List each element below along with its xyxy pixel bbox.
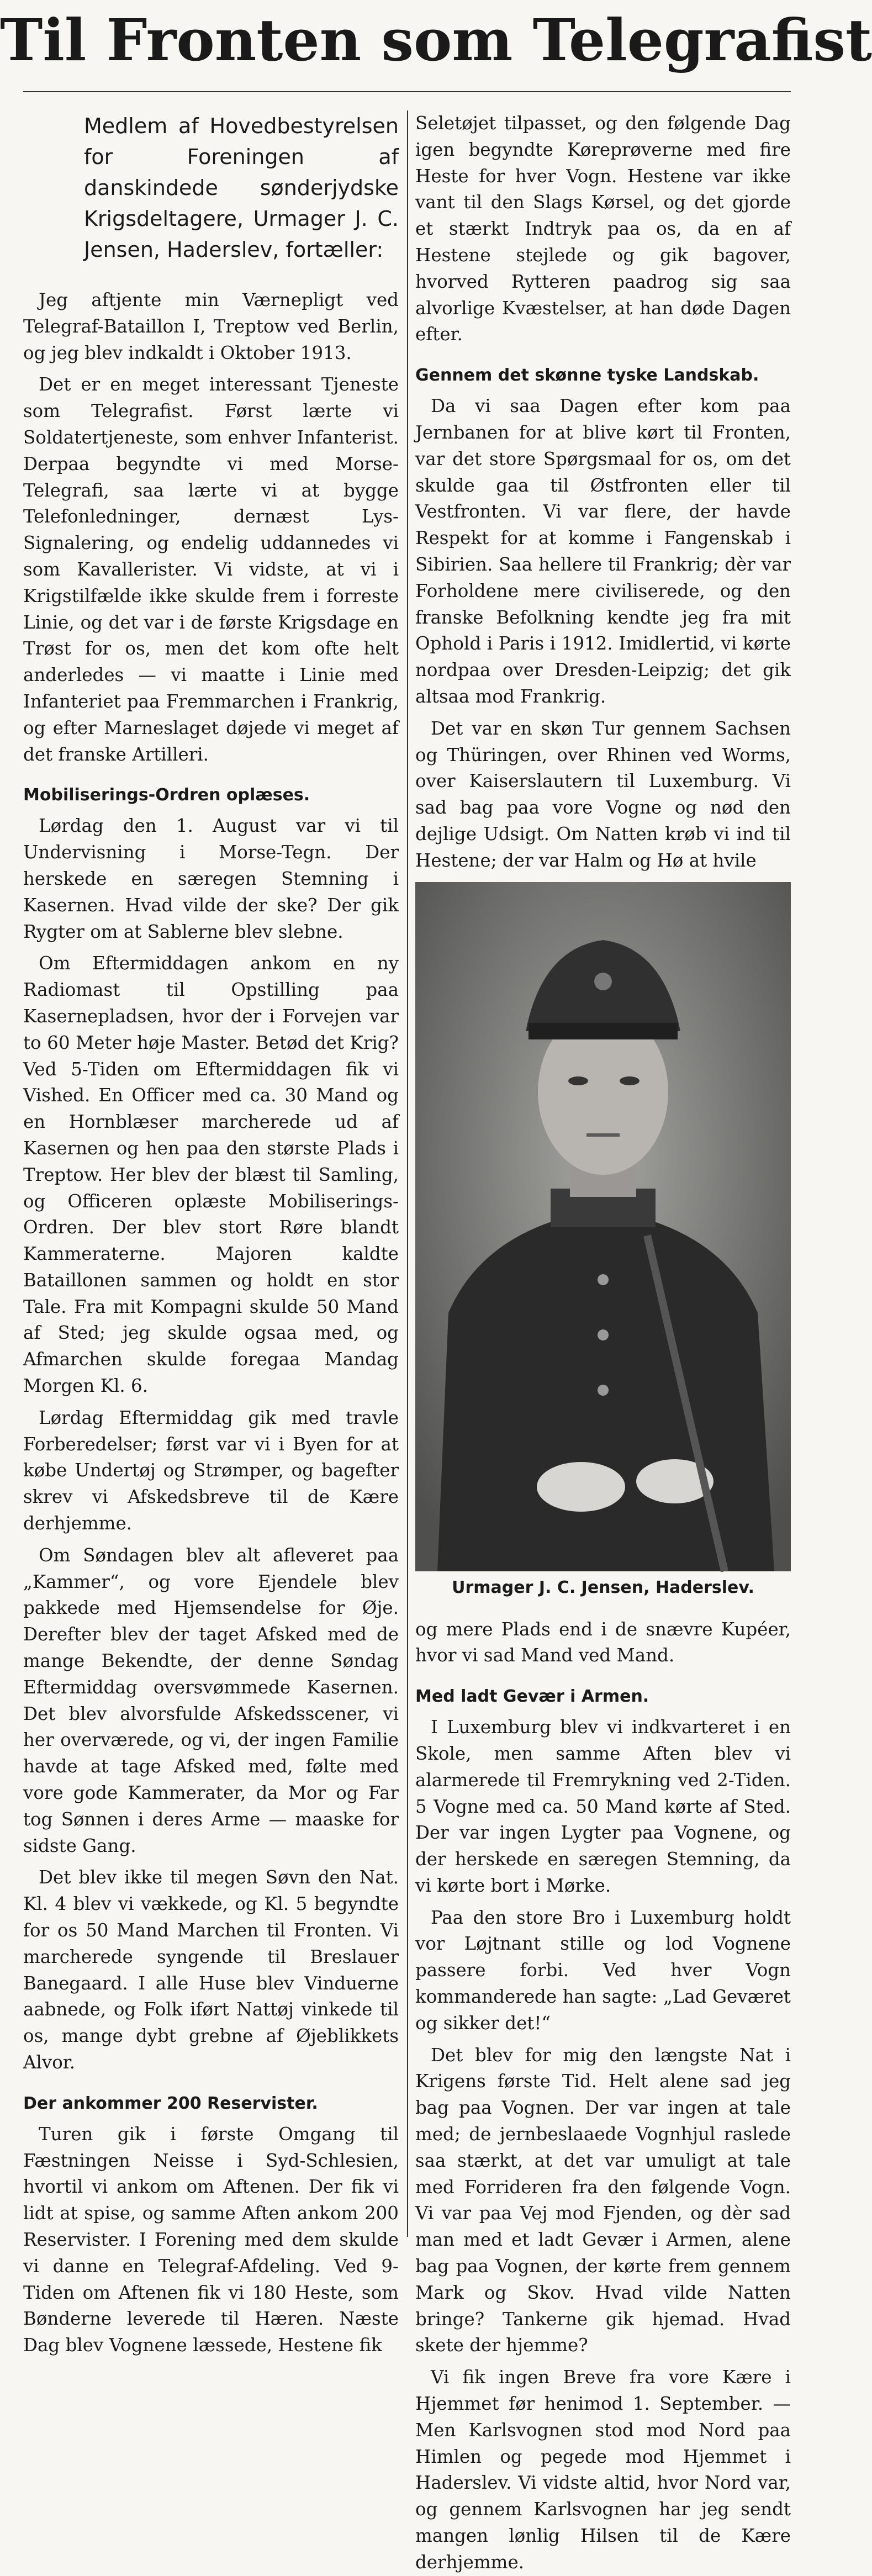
body-paragraph: Da vi saa Dagen efter kom paa Jernbanen for at blive kørt til Fronten, var det store Spørgsmaal for os, om det skulde gaa til Østfronten eller til Vestfronten. Vi var flere, der havde Respekt for at komme i Fangenskab i Sibirien. Saa hellere til Frankrig; dèr var Forholdene mere civiliserede, og den franske Befolkning kendte jeg fra mit Ophold i Paris i 1912. Imidlertid, vi kørte nordpaa over Dresden-Leipzig; det gik altsaa mod Frankrig. [415, 395, 791, 707]
headline-divider [23, 91, 791, 92]
section-subheading: Med ladt Gevær i Armen. [415, 1687, 649, 1707]
left-column [23, 110, 399, 2356]
body-paragraph: Det blev ikke til megen Søvn den Nat. Kl. 4 blev vi vækkede, og Kl. 5 begyndte for os 50 Mand Marchen til Fronten. Vi marcherede syngende til Breslauer Banegaard. I alle Huse blev Vinduerne aabnede, og Folk iført Nattøj vinkede til os, mange dybt grebne af Øjeblikkets Alvor. [23, 1867, 399, 2073]
body-paragraph: Seletøjet tilpasset, og den følgende Dag igen begyndte Køreprøverne med fire Heste for hver Vogn. Hestene var ikke vant til den Slags Kørsel, og det gjorde et stærkt Indtryk paa os, da en af Hestene stejlede og gik bagover, hvorved Rytteren paadrog sig saa alvorlige Kvæstelser, at han døde Dagen efter. [415, 113, 791, 345]
body-paragraph: Om Eftermiddagen ankom en ny Radiomast til Opstilling paa Kasernepladsen, hvor der i Forvejen var to 60 Meter høje Master. Betød det Krig? Ved 5-Tiden om Eftermiddagen fik vi Vished. En Officer med ca. 30 Mand og en Hornblæser marcherede ud af Kasernen og hen paa den største Plads i Treptow. Her blev der blæst til Samling, og Officeren oplæste Mobiliserings-Ordren. Der blev stort Røre blandt Kammeraterne. Majoren kaldte Bataillonen sammen og holdt en stor Tale. Fra mit Kompagni skulde 50 Mand af Sted; jeg skulde ogsaa med, og Afmarchen skulde foregaa Mandag Morgen Kl. 6. [23, 953, 399, 1397]
column-divider [407, 110, 408, 2237]
article-headline: Til Fronten som Telegrafist [0, 6, 872, 74]
right-column [415, 110, 791, 2573]
body-paragraph: Paa den store Bro i Luxemburg holdt vor Løjtnant stille og lod Vognene passere forbi. Ved hver Vogn kommanderede han sagte: „Lad Geværet og sikker det!“ [415, 1907, 791, 2034]
body-paragraph: Jeg aftjente min Værnepligt ved Telegraf-Bataillon I, Treptow ved Berlin, og jeg blev indkaldt i Oktober 1913. [23, 289, 399, 363]
body-paragraph: Turen gik i første Omgang til Fæstningen Neisse i Syd-Schlesien, hvortil vi ankom om Aftenen. Der fik vi lidt at spise, og samme Aften ankom 200 Reservister. I Forening med dem skulde vi danne en Telegraf-Afdeling. Ved 9-Tiden om Aftenen fik vi 180 Heste, som Bønderne leverede til Hæren. Næste Dag blev Vognene læssede, Hestene fik [23, 2123, 399, 2356]
portrait-photo [415, 882, 791, 1571]
soldier-portrait-image [415, 882, 791, 1571]
body-paragraph: Lørdag den 1. August var vi til Undervisning i Morse-Tegn. Der herskede en særegen Stemning i Kasernen. Hvad vilde der ske? Der gik Rygter om at Sablerne blev slebne. [23, 815, 399, 942]
section-subheading: Mobiliserings-Ordren oplæses. [23, 785, 310, 805]
right-column-text-top [415, 110, 791, 874]
section-subheading: Der ankommer 200 Reservister. [23, 2093, 318, 2113]
body-paragraph: Det er en meget interessant Tjeneste som Telegrafist. Først lærte vi Soldatertjeneste, som enhver Infanterist. Derpaa begyndte vi med Morse-Telegrafi, saa lærte vi at bygge Telefonledninger, dernæst Lys-Signalering, og endelig uddannedes vi som Kavallerister. Vi vidste, at vi i Krigstilfælde ikke skulde frem i forreste Linie, og det var i de første Krigsdage en Trøst for os, men det kom ofte helt anderledes — vi maatte i Linie med Infanteriet paa Fremmarchen i Frankrig, og efter Marneslaget døjede vi meget af det franske Artilleri. [23, 374, 399, 765]
section-subheading: Gennem det skønne tyske Landskab. [415, 366, 759, 386]
right-column-text-bottom [415, 1617, 791, 2576]
body-paragraph: Det var en skøn Tur gennem Sachsen og Thüringen, over Rhinen ved Worms, over Kaiserslautern til Luxemburg. Vi sad bag paa vore Vogne og nød den dejlige Udsigt. Om Natten krøb vi ind til Hestene; der var Halm og Hø at hvile [415, 717, 791, 871]
body-paragraph: Lørdag Eftermiddag gik med travle Forberedelser; først var vi i Byen for at købe Undertøj og Strømper, og bagefter skrev vi Afskedsbreve til de Kære derhjemme. [23, 1407, 399, 1534]
intro-paragraph: Medlem af Hovedbestyrelsen for Foreningen af danskindede sønderjydske Krigsdeltagere, Urmager J. C. Jensen, Haderslev, fortæller: [84, 114, 399, 262]
photo-caption: Urmager J. C. Jensen, Haderslev. [452, 1577, 754, 1597]
body-paragraph: og mere Plads end i de snævre Kupéer, hvor vi sad Mand ved Mand. [415, 1618, 791, 1666]
body-paragraph: Om Søndagen blev alt afleveret paa „Kammer“, og vore Ejendele blev pakkede med Hjemsendelse for Øje. Derefter blev der taget Afsked med de mange Bekendte, der denne Søndag Eftermiddag oversvømmede Kasernen. Det blev alvorsfulde Afskedsscener, vi her overværede, og vi, der ingen Familie havde at tage Afsked med, følte med vore gode Kammerater, da Mor og Far tog Sønnen i deres Arme — maaske for sidste Gang. [23, 1544, 399, 1856]
left-column-text [23, 287, 399, 2359]
body-paragraph: I Luxemburg blev vi indkvarteret i en Skole, men samme Aften blev vi alarmerede til Fremrykning ved 2-Tiden. 5 Vogne med ca. 50 Mand kørte af Sted. Der var ingen Lygter paa Vognene, og der herskede en særegen Stemning, da vi kørte bort i Mørke. [415, 1717, 791, 1896]
body-paragraph: Det blev for mig den længste Nat i Krigens første Tid. Helt alene sad jeg bag paa Vognen. Der var ingen at tale med; de jernbeslaaede Vognhjul raslede saa stærkt, at det var umuligt at tale med Forrideren fra den følgende Vogn. Vi var paa Vej mod Fjenden, og dèr sad man med et ladt Gevær i Armen, alene bag paa Vognen, der kørte frem gennem Mark og Skov. Hvad vilde Natten bringe? Tankerne gik hjemad. Hvad skete der hjemme? [415, 2044, 791, 2356]
body-paragraph: Vi fik ingen Breve fra vore Kære i Hjemmet før henimod 1. September. — Men Karlsvognen stod mod Nord paa Himlen og pegede mod Hjemmet i Haderslev. Vi vidste altid, hvor Nord var, og gennem Karlsvognen har jeg sendt mangen lønlig Hilsen til de Kære derhjemme. [415, 2367, 791, 2573]
